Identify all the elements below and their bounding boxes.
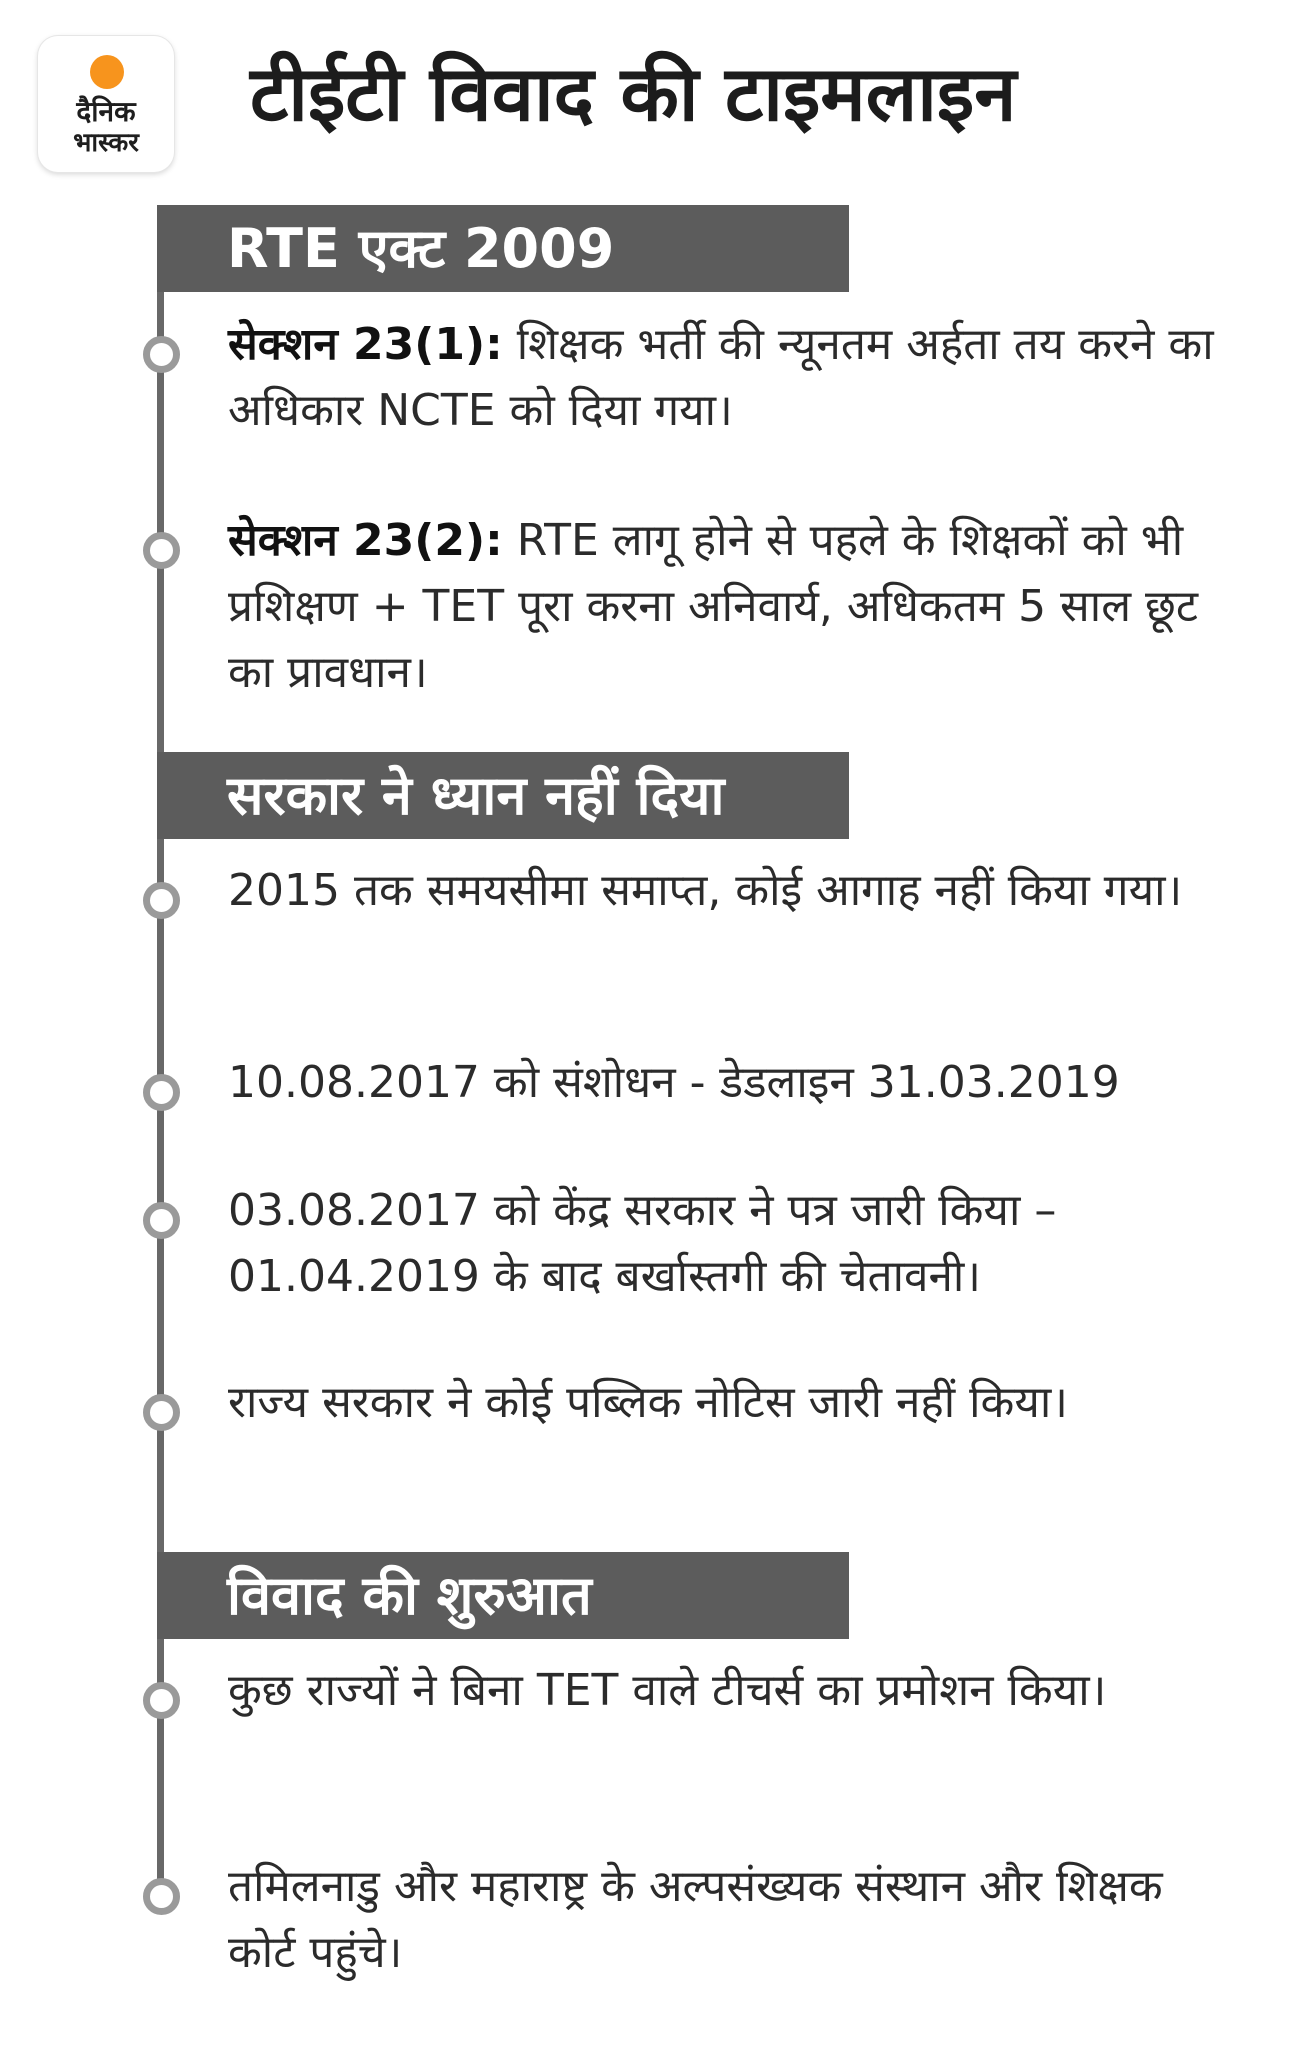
item-text: तमिलनाडु और महाराष्ट्र के अल्पसंख्यक संस्थान और शिक्षक कोर्ट पहुंचे।: [228, 1861, 1163, 1978]
item-text: [228, 508, 1228, 706]
timeline-node-icon: [143, 532, 180, 569]
item-text: 10.08.2017 को संशोधन - डेडलाइन 31.03.2019: [228, 1057, 1120, 1108]
section-header-government-ignored: सरकार ने ध्यान नहीं दिया: [157, 752, 849, 839]
dainik-bhaskar-logo: [38, 36, 174, 172]
item-body: शिक्षक भर्ती की न्यूनतम अर्हता तय करने का अधिकार NCTE को दिया गया।: [228, 319, 1214, 436]
timeline-node-icon: [143, 1074, 180, 1111]
logo-text-line1: दैनिक: [76, 95, 136, 128]
section-header-dispute-start: विवाद की शुरुआत: [157, 1552, 849, 1639]
timeline-line: [157, 255, 164, 1885]
logo-text-line2: भास्कर: [73, 128, 139, 158]
timeline-node-icon: [143, 1878, 180, 1915]
item-label: सेक्शन 23(2):: [228, 515, 503, 566]
item-text: [228, 312, 1228, 444]
item-text: कुछ राज्यों ने बिना TET वाले टीचर्स का प्रमोशन किया।: [228, 1665, 1107, 1716]
timeline-node-icon: [143, 1682, 180, 1719]
timeline-node-icon: [143, 1394, 180, 1431]
item-body: RTE लागू होने से पहले के शिक्षकों को भी प्रशिक्षण + TET पूरा करना अनिवार्य, अधिकतम 5 साल छूट का प्रावधान।: [228, 515, 1199, 698]
timeline-node-icon: [143, 336, 180, 373]
item-text: 03.08.2017 को केंद्र सरकार ने पत्र जारी किया – 01.04.2019 के बाद बर्खास्तगी की चेतावनी।: [228, 1185, 1057, 1302]
item-label: सेक्शन 23(1):: [228, 319, 503, 370]
sun-dot-icon: [90, 55, 124, 89]
page-title: टीईटी विवाद की टाइमलाइन: [250, 49, 1017, 138]
section-header-rte-act: RTE एक्ट 2009: [157, 205, 849, 292]
timeline-node-icon: [143, 882, 180, 919]
timeline-node-icon: [143, 1202, 180, 1239]
item-text: 2015 तक समयसीमा समाप्त, कोई आगाह नहीं किया गया।: [228, 865, 1183, 916]
item-text: राज्य सरकार ने कोई पब्लिक नोटिस जारी नहीं किया।: [228, 1377, 1068, 1428]
